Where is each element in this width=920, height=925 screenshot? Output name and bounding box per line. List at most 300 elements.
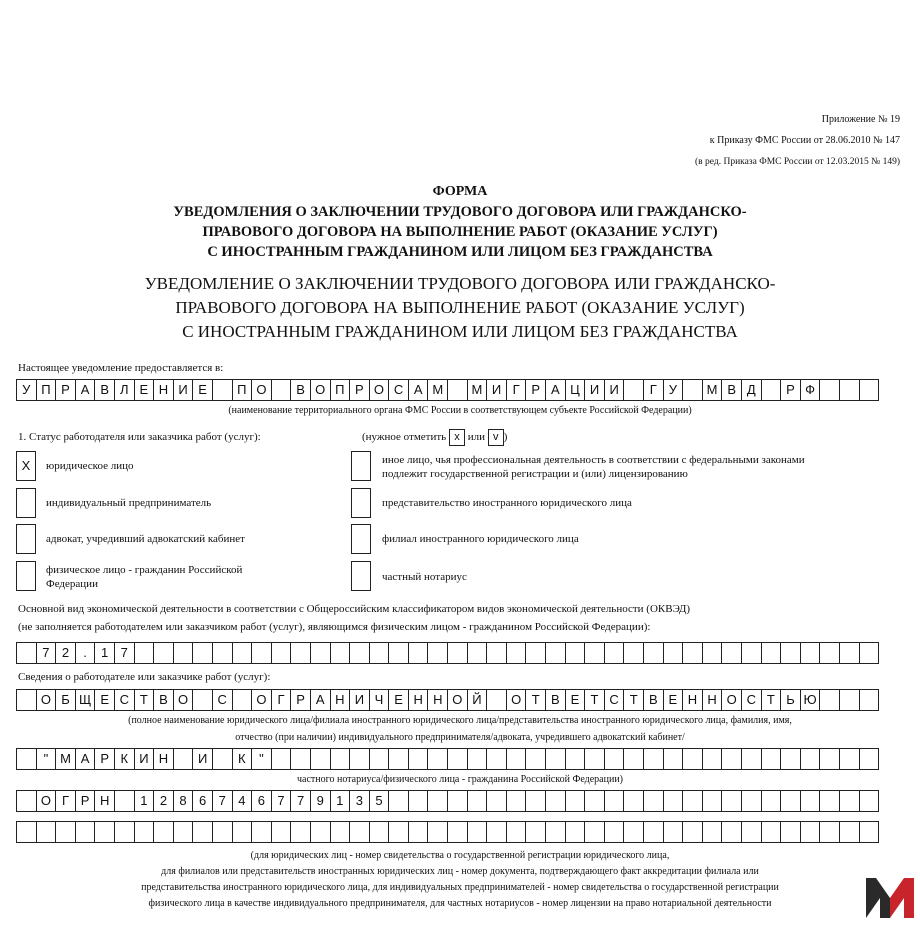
ogrn-extra-cell[interactable] (36, 821, 57, 843)
authority-cell[interactable]: Р (349, 379, 370, 401)
employer-name-cell[interactable]: Н (408, 689, 429, 711)
employer-name-cell[interactable]: Н (330, 689, 351, 711)
okved-cell[interactable] (134, 642, 155, 664)
ogrn-extra-cell[interactable] (310, 821, 331, 843)
ogrn-cell[interactable] (741, 790, 762, 812)
ogrn-extra-cell[interactable] (839, 821, 860, 843)
ogrn-cell[interactable] (761, 790, 782, 812)
okved-cell[interactable] (427, 642, 448, 664)
ogrn-extra-cell[interactable] (408, 821, 429, 843)
authority-cell[interactable]: О (251, 379, 272, 401)
okved-cell[interactable] (467, 642, 488, 664)
employer-name-cell[interactable]: С (604, 689, 625, 711)
ogrn-extra-cell[interactable] (349, 821, 370, 843)
employer-name-cell-2[interactable]: М (55, 748, 76, 770)
authority-cell[interactable] (447, 379, 468, 401)
okved-cell[interactable]: 2 (55, 642, 76, 664)
authority-cell[interactable]: В (290, 379, 311, 401)
authority-cell[interactable]: Ц (565, 379, 586, 401)
status-checkbox-legal-entity[interactable]: X (16, 451, 36, 481)
ogrn-cell[interactable]: 7 (290, 790, 311, 812)
okved-cell[interactable] (859, 642, 880, 664)
ogrn-extra-cell[interactable] (251, 821, 272, 843)
employer-name-cell[interactable]: Т (134, 689, 155, 711)
employer-name-cell-2[interactable] (819, 748, 840, 770)
ogrn-cell[interactable] (447, 790, 468, 812)
ogrn-extra-cell[interactable] (388, 821, 409, 843)
employer-name-cell[interactable]: Е (663, 689, 684, 711)
authority-cell[interactable]: И (584, 379, 605, 401)
employer-name-cell-2[interactable] (545, 748, 566, 770)
employer-name-cell-2[interactable] (388, 748, 409, 770)
employer-name-cell[interactable]: Ч (369, 689, 390, 711)
status-label-entrepreneur: индивидуальный предприниматель (46, 497, 212, 509)
ogrn-cell[interactable] (114, 790, 135, 812)
status-heading: 1. Статус работодателя или заказчика работ (услуг): (18, 431, 261, 443)
okved-cell[interactable] (330, 642, 351, 664)
submitted-to-label: Настоящее уведомление предоставляется в: (18, 362, 224, 374)
ogrn-extra-cell[interactable] (702, 821, 723, 843)
authority-cell[interactable]: В (721, 379, 742, 401)
ogrn-extra-cell[interactable] (545, 821, 566, 843)
okved-cell[interactable] (251, 642, 272, 664)
ogrn-extra-cell[interactable] (55, 821, 76, 843)
authority-cell[interactable]: Е (134, 379, 155, 401)
employer-name-cell-2[interactable] (330, 748, 351, 770)
employer-name-cell-2[interactable] (525, 748, 546, 770)
okved-cell[interactable]: . (75, 642, 96, 664)
ogrn-cell[interactable] (427, 790, 448, 812)
ogrn-extra-cell[interactable] (447, 821, 468, 843)
employer-name-cell[interactable]: Б (55, 689, 76, 711)
ogrn-cell[interactable]: 1 (330, 790, 351, 812)
ogrn-cell[interactable] (839, 790, 860, 812)
employer-name-cell-2[interactable] (467, 748, 488, 770)
okved-cell[interactable] (721, 642, 742, 664)
ogrn-cell[interactable] (584, 790, 605, 812)
employer-name-cell-2[interactable] (173, 748, 194, 770)
ogrn-cell[interactable]: 1 (134, 790, 155, 812)
okved-cell[interactable] (408, 642, 429, 664)
ogrn-extra-cell[interactable] (427, 821, 448, 843)
employer-name-cell[interactable]: А (310, 689, 331, 711)
okved-cell[interactable] (663, 642, 684, 664)
ogrn-cell[interactable] (604, 790, 625, 812)
status-checkbox-representative-office[interactable] (351, 488, 371, 518)
employer-name-cell-2[interactable] (310, 748, 331, 770)
ogrn-extra-cell[interactable] (780, 821, 801, 843)
okved-cell[interactable] (388, 642, 409, 664)
ogrn-cell[interactable] (408, 790, 429, 812)
okved-cell[interactable] (232, 642, 253, 664)
employer-name-cell-2[interactable] (741, 748, 762, 770)
okved-cell[interactable] (349, 642, 370, 664)
authority-cell-row[interactable] (16, 379, 878, 401)
ogrn-extra-cell[interactable] (643, 821, 664, 843)
ogrn-extra-cell[interactable] (859, 821, 880, 843)
employer-name-cell[interactable]: Е (94, 689, 115, 711)
authority-cell[interactable]: И (486, 379, 507, 401)
authority-cell[interactable] (682, 379, 703, 401)
employer-name-cell-row[interactable] (16, 689, 878, 711)
okved-cell[interactable] (192, 642, 213, 664)
authority-cell[interactable]: Н (153, 379, 174, 401)
okved-cell[interactable] (741, 642, 762, 664)
employer-name-cell[interactable]: В (545, 689, 566, 711)
employer-name-cell-2[interactable]: Н (153, 748, 174, 770)
okved-cell[interactable] (623, 642, 644, 664)
employer-name-cell[interactable]: В (643, 689, 664, 711)
authority-cell[interactable]: И (604, 379, 625, 401)
okved-cell[interactable] (447, 642, 468, 664)
okved-cell[interactable] (271, 642, 292, 664)
employer-name-cell[interactable] (16, 689, 37, 711)
ogrn-cell[interactable] (525, 790, 546, 812)
employer-name-cell[interactable]: Н (682, 689, 703, 711)
employer-caption-3: частного нотариуса/физического лица - гражданина Российской Федерации) (296, 774, 624, 785)
ogrn-cell[interactable]: 7 (212, 790, 233, 812)
employer-name-cell[interactable]: Н (702, 689, 723, 711)
ogrn-cell[interactable] (545, 790, 566, 812)
employer-name-cell-2[interactable] (271, 748, 292, 770)
employer-name-cell[interactable]: Ь (780, 689, 801, 711)
authority-cell[interactable]: В (94, 379, 115, 401)
authority-cell[interactable]: Ф (800, 379, 821, 401)
employer-name-cell-2[interactable] (800, 748, 821, 770)
ogrn-cell[interactable]: 4 (232, 790, 253, 812)
okved-cell[interactable] (212, 642, 233, 664)
ogrn-extra-cell[interactable] (75, 821, 96, 843)
employer-name-cell[interactable]: Н (427, 689, 448, 711)
employer-name-cell-2[interactable] (16, 748, 37, 770)
ogrn-cell[interactable] (800, 790, 821, 812)
ogrn-extra-cell[interactable] (663, 821, 684, 843)
okved-cell-row[interactable] (16, 642, 878, 664)
ogrn-extra-cell[interactable] (584, 821, 605, 843)
ogrn-cell[interactable] (682, 790, 703, 812)
ogrn-extra-cell[interactable] (467, 821, 488, 843)
employer-name-cell[interactable]: Т (525, 689, 546, 711)
employer-name-cell[interactable]: Т (623, 689, 644, 711)
employer-caption-1: (полное наименование юридического лица/филиала иностранного юридического лица/представительства иностранного юридического лица, фамилия, имя, (128, 715, 792, 726)
authority-cell[interactable]: Р (525, 379, 546, 401)
authority-cell[interactable]: О (310, 379, 331, 401)
employer-name-cell-2[interactable] (369, 748, 390, 770)
employer-caption-7: физического лица в качестве индивидуального предпринимателя, для частных нотариусов - номер лицензии на право нотариальной деятельности (148, 898, 772, 909)
okved-cell[interactable] (702, 642, 723, 664)
ogrn-extra-cell[interactable] (741, 821, 762, 843)
employer-name-cell[interactable]: Ю (800, 689, 821, 711)
employer-name-cell-2[interactable] (761, 748, 782, 770)
okved-cell[interactable] (839, 642, 860, 664)
authority-cell[interactable]: Г (506, 379, 527, 401)
ogrn-extra-cell[interactable] (604, 821, 625, 843)
authority-cell[interactable]: Е (192, 379, 213, 401)
authority-cell[interactable]: Г (643, 379, 664, 401)
employer-name-cell-2[interactable] (839, 748, 860, 770)
authority-cell[interactable]: У (663, 379, 684, 401)
authority-cell[interactable] (819, 379, 840, 401)
ogrn-cell[interactable] (506, 790, 527, 812)
employer-name-cell-2[interactable] (506, 748, 527, 770)
authority-cell[interactable]: М (427, 379, 448, 401)
employer-name-cell-2[interactable]: Р (94, 748, 115, 770)
employer-name-cell-2[interactable] (290, 748, 311, 770)
ogrn-cell[interactable]: 2 (153, 790, 174, 812)
ogrn-cell[interactable] (486, 790, 507, 812)
employer-name-cell-2[interactable] (349, 748, 370, 770)
form-label: ФОРМА (432, 184, 488, 199)
employer-name-cell-2[interactable] (486, 748, 507, 770)
ogrn-extra-cell[interactable] (800, 821, 821, 843)
v-mark-sample: v (488, 429, 504, 446)
employer-name-cell-2[interactable]: К (232, 748, 253, 770)
ogrn-cell[interactable] (467, 790, 488, 812)
ogrn-cell[interactable] (859, 790, 880, 812)
employer-name-cell-2[interactable]: И (192, 748, 213, 770)
ogrn-cell[interactable]: Г (55, 790, 76, 812)
employer-name-cell-2[interactable] (623, 748, 644, 770)
ogrn-cell[interactable] (388, 790, 409, 812)
employer-name-cell[interactable] (839, 689, 860, 711)
status-checkbox-other-licensed[interactable] (351, 451, 371, 481)
employer-name-cell[interactable]: Т (761, 689, 782, 711)
ogrn-extra-cell[interactable] (173, 821, 194, 843)
okved-cell[interactable] (780, 642, 801, 664)
ogrn-extra-cell[interactable] (271, 821, 292, 843)
ogrn-cell-row[interactable] (16, 790, 878, 812)
okved-cell[interactable]: 1 (94, 642, 115, 664)
employer-name-cell-2[interactable]: И (134, 748, 155, 770)
ogrn-cell[interactable]: Н (94, 790, 115, 812)
ogrn-extra-cell[interactable] (486, 821, 507, 843)
employer-name-cell[interactable]: Т (584, 689, 605, 711)
authority-cell[interactable]: М (467, 379, 488, 401)
authority-cell[interactable]: Р (780, 379, 801, 401)
authority-cell[interactable]: А (545, 379, 566, 401)
ogrn-extra-cell[interactable] (212, 821, 233, 843)
employer-caption-5: для филиалов или представительств иностранных юридических лиц - номер документа, подтверждающего факт аккредитации филиала или (161, 866, 759, 877)
ogrn-cell[interactable]: 8 (173, 790, 194, 812)
okved-cell[interactable] (761, 642, 782, 664)
employer-name-cell[interactable]: О (721, 689, 742, 711)
authority-cell[interactable] (271, 379, 292, 401)
ogrn-extra-cell[interactable] (682, 821, 703, 843)
ogrn-extra-cell[interactable] (761, 821, 782, 843)
employer-name-cell[interactable]: И (349, 689, 370, 711)
okved-cell[interactable] (173, 642, 194, 664)
employer-caption-2: отчество (при наличии) индивидуального предпринимателя/адвоката, учредившего адвокатский кабинет/ (235, 732, 685, 743)
okved-cell[interactable] (525, 642, 546, 664)
employer-name-cell-2[interactable]: " (36, 748, 57, 770)
employer-name-cell-2[interactable] (427, 748, 448, 770)
ogrn-cell[interactable]: 6 (251, 790, 272, 812)
employer-name-cell[interactable]: О (36, 689, 57, 711)
ogrn-cell[interactable]: 7 (271, 790, 292, 812)
appendix-number: Приложение № 19 (821, 114, 900, 125)
employer-label: Сведения о работодателе или заказчике работ (услуг): (18, 671, 271, 683)
okved-cell[interactable] (819, 642, 840, 664)
employer-name-cell-2[interactable]: А (75, 748, 96, 770)
employer-name-cell-2[interactable] (565, 748, 586, 770)
authority-cell[interactable] (859, 379, 880, 401)
okved-cell[interactable] (682, 642, 703, 664)
ogrn-extra-cell[interactable] (16, 821, 37, 843)
ogrn-cell[interactable] (16, 790, 37, 812)
ogrn-extra-cell[interactable] (192, 821, 213, 843)
authority-cell[interactable]: О (369, 379, 390, 401)
status-label-branch: филиал иностранного юридического лица (382, 533, 579, 545)
ogrn-cell[interactable]: 3 (349, 790, 370, 812)
employer-name-cell-2[interactable] (859, 748, 880, 770)
ogrn-cell[interactable] (623, 790, 644, 812)
authority-cell[interactable]: Д (741, 379, 762, 401)
status-label-legal-entity: юридическое лицо (46, 460, 134, 472)
employer-name-cell[interactable]: С (114, 689, 135, 711)
authority-cell[interactable] (839, 379, 860, 401)
ogrn-extra-cell[interactable] (290, 821, 311, 843)
employer-name-cell[interactable] (859, 689, 880, 711)
employer-name-cell[interactable]: О (506, 689, 527, 711)
employer-name-cell[interactable]: Й (467, 689, 488, 711)
status-checkbox-entrepreneur[interactable] (16, 488, 36, 518)
authority-cell[interactable]: Р (55, 379, 76, 401)
ogrn-cell[interactable] (721, 790, 742, 812)
ogrn-extra-cell[interactable] (114, 821, 135, 843)
employer-name-cell-2[interactable] (643, 748, 664, 770)
authority-cell[interactable] (212, 379, 233, 401)
okved-cell[interactable]: 7 (36, 642, 57, 664)
status-checkbox-branch[interactable] (351, 524, 371, 554)
ogrn-extra-cell[interactable] (819, 821, 840, 843)
employer-name-cell-2[interactable] (682, 748, 703, 770)
ogrn-extra-cell[interactable] (330, 821, 351, 843)
okved-cell[interactable] (369, 642, 390, 664)
okved-cell[interactable] (486, 642, 507, 664)
employer-name-cell[interactable] (192, 689, 213, 711)
authority-cell[interactable]: А (408, 379, 429, 401)
status-label-lawyer: адвокат, учредивший адвокатский кабинет (46, 533, 245, 545)
employer-name-cell-2[interactable] (702, 748, 723, 770)
authority-cell[interactable]: И (173, 379, 194, 401)
authority-cell[interactable]: У (16, 379, 37, 401)
employer-name-cell-2[interactable] (663, 748, 684, 770)
okved-cell[interactable] (153, 642, 174, 664)
authority-cell[interactable]: П (36, 379, 57, 401)
authority-cell[interactable]: П (330, 379, 351, 401)
employer-name-cell[interactable]: Е (388, 689, 409, 711)
employer-name-cell[interactable]: О (251, 689, 272, 711)
ogrn-extra-cell[interactable] (134, 821, 155, 843)
okved-cell[interactable] (584, 642, 605, 664)
employer-name-cell[interactable]: Щ (75, 689, 96, 711)
employer-name-cell-2[interactable] (721, 748, 742, 770)
employer-name-cell-2[interactable] (447, 748, 468, 770)
ogrn-extra-cell[interactable] (153, 821, 174, 843)
ogrn-extra-cell[interactable] (565, 821, 586, 843)
okved-cell[interactable] (545, 642, 566, 664)
employer-name-cell[interactable]: О (173, 689, 194, 711)
form-title-line-1: УВЕДОМЛЕНИЯ О ЗАКЛЮЧЕНИИ ТРУДОВОГО ДОГОВОРА ИЛИ ГРАЖДАНСКО- (173, 204, 747, 220)
ogrn-extra-cell[interactable] (506, 821, 527, 843)
employer-name-cell[interactable]: В (153, 689, 174, 711)
authority-cell[interactable]: С (388, 379, 409, 401)
authority-cell[interactable]: М (702, 379, 723, 401)
status-checkbox-lawyer[interactable] (16, 524, 36, 554)
doc-title-line-1: УВЕДОМЛЕНИЕ О ЗАКЛЮЧЕНИИ ТРУДОВОГО ДОГОВОРА ИЛИ ГРАЖДАНСКО- (144, 274, 776, 293)
employer-name-cell-2[interactable] (604, 748, 625, 770)
okved-cell[interactable] (604, 642, 625, 664)
authority-cell[interactable] (761, 379, 782, 401)
ogrn-extra-cell[interactable] (721, 821, 742, 843)
ogrn-extra-cell[interactable] (232, 821, 253, 843)
authority-cell[interactable]: П (232, 379, 253, 401)
employer-name-cell-2[interactable] (584, 748, 605, 770)
okved-cell[interactable] (16, 642, 37, 664)
employer-name-cell[interactable] (819, 689, 840, 711)
employer-name-cell[interactable]: Е (565, 689, 586, 711)
employer-name-cell[interactable]: С (741, 689, 762, 711)
ogrn-cell[interactable] (819, 790, 840, 812)
status-hint-or: или (467, 431, 485, 444)
employer-name-cell[interactable]: Р (290, 689, 311, 711)
ogrn-cell[interactable] (780, 790, 801, 812)
ogrn-cell[interactable] (565, 790, 586, 812)
authority-cell[interactable]: Л (114, 379, 135, 401)
ogrn-extra-cell[interactable] (94, 821, 115, 843)
ogrn-cell[interactable]: 6 (192, 790, 213, 812)
okved-cell[interactable] (643, 642, 664, 664)
employer-name-cell[interactable]: С (212, 689, 233, 711)
employer-name-cell-row-2[interactable] (16, 748, 878, 770)
ogrn-cell[interactable]: О (36, 790, 57, 812)
ogrn-cell[interactable] (643, 790, 664, 812)
employer-name-cell-2[interactable] (212, 748, 233, 770)
status-checkbox-citizen[interactable] (16, 561, 36, 591)
okved-cell[interactable] (800, 642, 821, 664)
x-mark-sample: x (449, 429, 465, 446)
ogrn-cell[interactable]: 5 (369, 790, 390, 812)
ogrn-cell[interactable]: Р (75, 790, 96, 812)
status-label-citizen: физическое лицо - гражданин Российской Федерации (46, 564, 243, 590)
okved-cell[interactable] (506, 642, 527, 664)
ogrn-extra-cell[interactable] (369, 821, 390, 843)
okved-cell[interactable] (310, 642, 331, 664)
ogrn-extra-cell[interactable] (525, 821, 546, 843)
ogrn-cell[interactable]: 9 (310, 790, 331, 812)
employer-name-cell-2[interactable]: " (251, 748, 272, 770)
status-hint (362, 429, 507, 446)
ogrn-cell[interactable] (702, 790, 723, 812)
employer-name-cell-2[interactable] (780, 748, 801, 770)
employer-name-cell-2[interactable] (408, 748, 429, 770)
employer-name-cell[interactable]: Г (271, 689, 292, 711)
ogrn-extra-cell-row[interactable] (16, 821, 878, 843)
order-reference: к Приказу ФМС России от 28.06.2010 № 147 (709, 135, 900, 146)
employer-name-cell-2[interactable]: К (114, 748, 135, 770)
okved-cell[interactable]: 7 (114, 642, 135, 664)
okved-cell[interactable] (565, 642, 586, 664)
ogrn-extra-cell[interactable] (623, 821, 644, 843)
employer-name-cell[interactable]: О (447, 689, 468, 711)
status-checkbox-notary[interactable] (351, 561, 371, 591)
authority-cell[interactable] (623, 379, 644, 401)
authority-cell[interactable]: А (75, 379, 96, 401)
okved-cell[interactable] (290, 642, 311, 664)
employer-name-cell[interactable] (486, 689, 507, 711)
employer-name-cell[interactable] (232, 689, 253, 711)
ogrn-cell[interactable] (663, 790, 684, 812)
